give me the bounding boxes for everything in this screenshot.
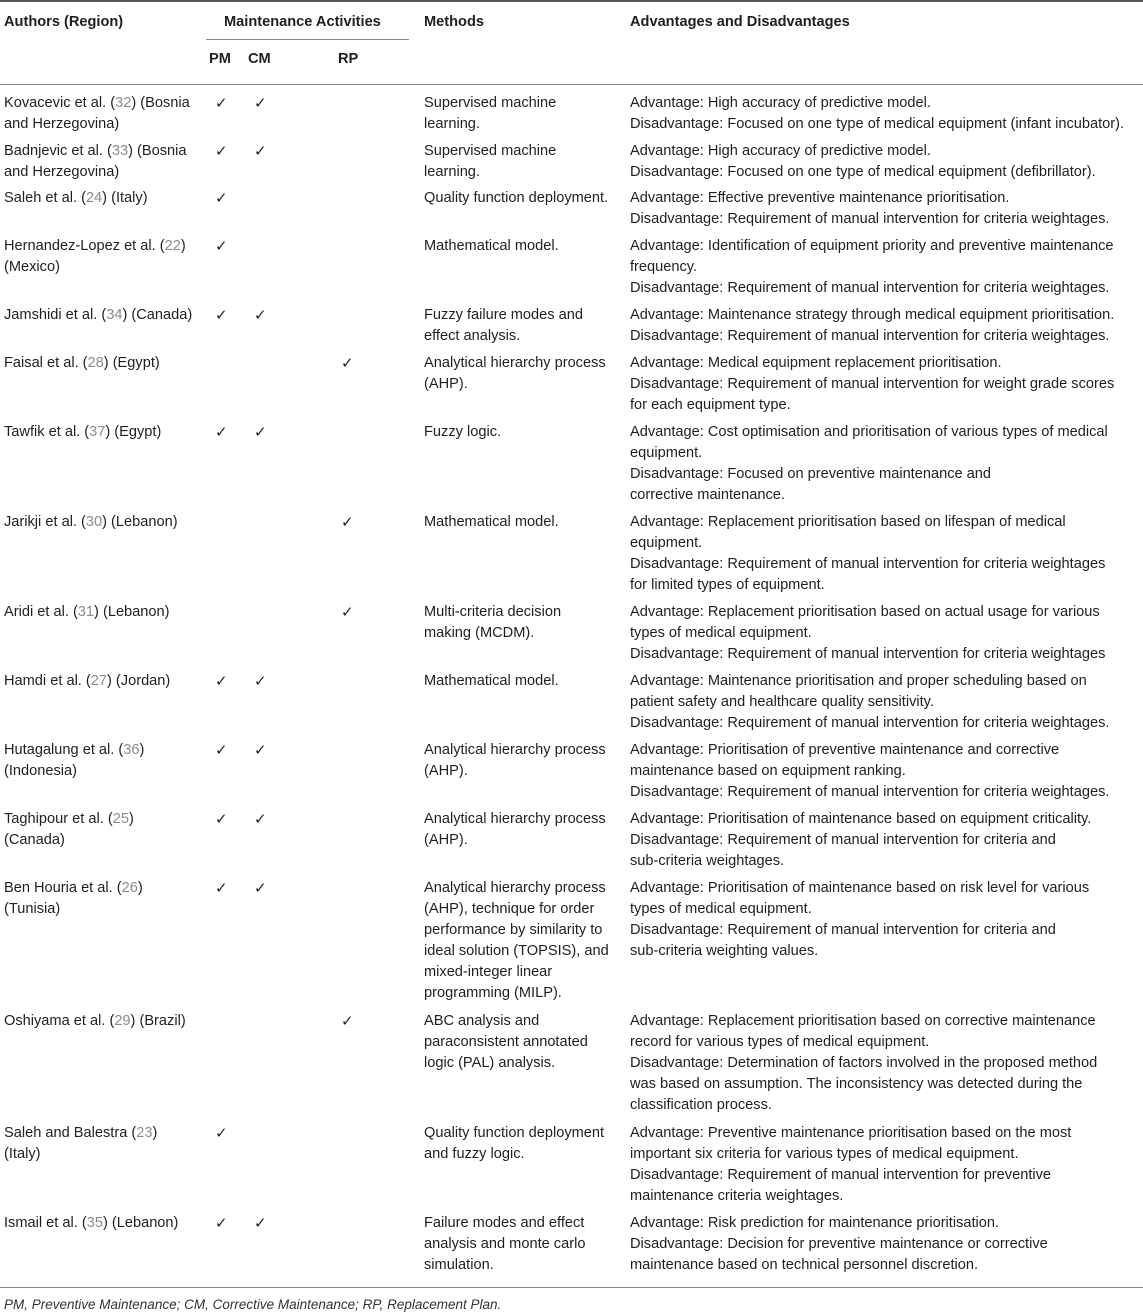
author-name: Ben Houria et al. ( [4,880,122,896]
advantages-line: maintenance criteria weightages. [630,1188,844,1204]
author-region: ) (Lebanon) [102,514,178,530]
advantages-line: patient safety and healthcare quality sensitivity. [630,694,934,710]
author-cell [4,353,204,374]
author-line [4,878,204,899]
reference-link[interactable]: 25 [112,811,129,827]
author-line [4,1213,204,1234]
pm-check-icon: ✓ [215,1214,228,1232]
methods-line: performance by similarity to [424,922,603,938]
advantages-line: Advantage: Medical equipment replacement prioritisation. [630,355,1002,371]
cm-check-icon: ✓ [254,423,267,441]
author-name: Jamshidi et al. ( [4,307,107,323]
cm-check-icon: ✓ [254,142,267,160]
methods-line: Quality function deployment. [424,190,609,206]
reference-link[interactable]: 32 [115,95,132,111]
header-pm: PM [209,51,231,67]
header-methods: Methods [424,14,484,30]
advantages-cell [630,809,1143,872]
table-bottom-rule [0,1287,1143,1288]
author-line [4,602,204,623]
methods-line: (AHP). [424,832,468,848]
pm-check-icon: ✓ [215,1124,228,1142]
methods-cell [424,141,620,183]
pm-check-icon: ✓ [215,189,228,207]
methods-line: and fuzzy logic. [424,1146,525,1162]
author-cell [4,740,204,782]
table-top-rule [0,0,1143,2]
advantages-cell [630,512,1143,596]
pm-check-icon: ✓ [215,306,228,324]
advantages-line: record for various types of medical equipment. [630,1034,930,1050]
reference-link[interactable]: 34 [106,307,123,323]
advantages-line: Advantage: Replacement prioritisation based on lifespan of medical [630,514,1066,530]
author-cell [4,1123,204,1165]
pm-check-icon: ✓ [215,879,228,897]
methods-line: Analytical hierarchy process [424,880,606,896]
methods-line: Analytical hierarchy process [424,742,606,758]
author-name: Badnjevic et al. ( [4,143,112,159]
advantages-cell [630,353,1143,416]
advantages-cell [630,236,1143,299]
reference-link[interactable]: 27 [90,673,108,689]
advantages-cell [630,305,1143,347]
author-name: Tawfik et al. ( [4,424,90,440]
author-name: Oshiyama et al. ( [4,1013,115,1029]
advantages-cell [630,93,1143,135]
author-region: ) (Jordan) [107,673,171,689]
author-region-line: (Italy) [4,1146,41,1162]
rp-check-icon: ✓ [341,354,354,372]
cm-check-icon: ✓ [254,672,267,690]
reference-link[interactable]: 35 [86,1215,103,1231]
advantages-cell [630,671,1143,734]
methods-cell [424,878,620,1004]
cm-check-icon: ✓ [254,879,267,897]
methods-line: Multi-criteria decision [424,604,562,620]
advantages-line: Advantage: Prioritisation of maintenance based on equipment criticality. [630,811,1092,827]
methods-line: making (MCDM). [424,625,535,641]
advantages-line: equipment. [630,535,703,551]
methods-cell [424,512,620,533]
author-cell [4,305,204,326]
header-subrule [206,39,409,40]
advantages-line: frequency. [630,259,698,275]
methods-line: Fuzzy logic. [424,424,502,440]
advantages-line: Disadvantage: Requirement of manual intervention for criteria weightages. [630,784,1110,800]
advantages-line: Disadvantage: Determination of factors involved in the proposed method [630,1055,1098,1071]
author-cell [4,602,204,623]
author-cell [4,809,204,851]
author-cell [4,671,204,692]
author-line [4,1123,204,1144]
advantages-line: Advantage: Identification of equipment priority and preventive maintenance [630,238,1114,254]
reference-link[interactable]: 29 [114,1013,131,1029]
author-cell [4,512,204,533]
reference-link[interactable]: 33 [111,143,129,159]
author-name: Faisal et al. ( [4,355,88,371]
author-name: Saleh et al. ( [4,190,86,206]
advantages-line: maintenance based on equipment ranking. [630,763,906,779]
reference-link[interactable]: 22 [164,238,181,254]
author-region: ) (Canada) [122,307,193,323]
advantages-line: Advantage: High accuracy of predictive model. [630,143,931,159]
methods-line: (AHP). [424,763,468,779]
advantages-line: Disadvantage: Focused on preventive maintenance and [630,466,992,482]
header-rp: RP [338,51,359,67]
methods-line: Analytical hierarchy process [424,811,606,827]
methods-cell [424,422,620,443]
pm-check-icon: ✓ [215,237,228,255]
advantages-line: Disadvantage: Requirement of manual intervention for criteria weightages [630,556,1106,572]
author-region: ) (Brazil) [130,1013,186,1029]
advantages-line: Disadvantage: Requirement of manual intervention for criteria and [630,922,1056,938]
advantages-line: for limited types of equipment. [630,577,825,593]
reference-link[interactable]: 24 [85,190,103,206]
methods-line: (AHP). [424,376,468,392]
author-region: ) [128,811,134,827]
advantages-cell [630,141,1143,183]
advantages-line: types of medical equipment. [630,901,812,917]
advantages-line: Advantage: Maintenance prioritisation and proper scheduling based on [630,673,1087,689]
advantages-cell [630,422,1143,506]
author-region: ) (Italy) [102,190,148,206]
methods-line: simulation. [424,1257,494,1273]
author-region-line: (Tunisia) [4,901,61,917]
table-footnote: PM, Preventive Maintenance; CM, Corrective Maintenance; RP, Replacement Plan. [4,1297,502,1312]
reference-link[interactable]: 31 [77,604,95,620]
methods-line: learning. [424,164,480,180]
cm-check-icon: ✓ [254,1214,267,1232]
methods-line: Supervised machine [424,143,557,159]
author-cell [4,878,204,920]
pm-check-icon: ✓ [215,672,228,690]
author-cell [4,236,204,278]
methods-line: Analytical hierarchy process [424,355,606,371]
author-name: Hernandez-Lopez et al. ( [4,238,165,254]
author-name: Hamdi et al. ( [4,673,91,689]
methods-line: Fuzzy failure modes and [424,307,583,323]
cm-check-icon: ✓ [254,306,267,324]
author-name: Aridi et al. ( [4,604,78,620]
advantages-line: Advantage: Risk prediction for maintenance prioritisation. [630,1215,1000,1231]
author-cell [4,141,204,183]
cm-check-icon: ✓ [254,741,267,759]
methods-line: mixed-integer linear [424,964,553,980]
advantages-line: sub-criteria weighting values. [630,943,819,959]
advantages-line: Disadvantage: Requirement of manual intervention for criteria weightages. [630,328,1110,344]
pm-check-icon: ✓ [215,423,228,441]
advantages-line: Disadvantage: Requirement of manual intervention for criteria weightages. [630,211,1110,227]
author-line [4,305,204,326]
author-region: ) (Bosnia [131,95,190,111]
author-line [4,93,204,114]
author-line [4,422,204,443]
advantages-line: Disadvantage: Focused on one type of medical equipment (infant incubator). [630,116,1125,132]
author-region: ) (Bosnia [128,143,187,159]
methods-line: ideal solution (TOPSIS), and [424,943,609,959]
cm-check-icon: ✓ [254,810,267,828]
rp-check-icon: ✓ [341,513,354,531]
pm-check-icon: ✓ [215,94,228,112]
advantages-line: corrective maintenance. [630,487,785,503]
author-line [4,188,204,209]
author-region: ) [139,742,145,758]
author-cell [4,93,204,135]
methods-line: paraconsistent annotated [424,1034,588,1050]
author-region-line: (Indonesia) [4,763,78,779]
advantages-line: Disadvantage: Requirement of manual intervention for weight grade scores [630,376,1115,392]
author-line [4,1011,204,1032]
header-advantages: Advantages and Disadvantages [630,14,850,30]
methods-cell [424,236,620,257]
advantages-line: Advantage: Replacement prioritisation based on corrective maintenance [630,1013,1096,1029]
methods-line: Mathematical model. [424,673,559,689]
author-name: Saleh and Balestra ( [4,1125,137,1141]
advantages-line: Disadvantage: Requirement of manual intervention for preventive [630,1167,1052,1183]
reference-link[interactable]: 30 [85,514,103,530]
author-region: ) (Lebanon) [94,604,170,620]
advantages-line: sub-criteria weightages. [630,853,785,869]
methods-line: Mathematical model. [424,514,559,530]
methods-cell [424,1011,620,1074]
methods-cell [424,671,620,692]
author-line [4,512,204,533]
advantages-line: Disadvantage: Requirement of manual intervention for criteria and [630,832,1056,848]
header-authors: Authors (Region) [4,14,124,30]
advantages-cell [630,1011,1143,1116]
advantages-line: Advantage: Preventive maintenance prioritisation based on the most [630,1125,1072,1141]
advantages-line: Disadvantage: Requirement of manual intervention for criteria weightages. [630,280,1110,296]
methods-line: Mathematical model. [424,238,559,254]
author-cell [4,188,204,209]
advantages-cell [630,740,1143,803]
methods-cell [424,1123,620,1165]
author-region-line: and Herzegovina) [4,164,120,180]
author-region-line: (Mexico) [4,259,60,275]
methods-line: Quality function deployment [424,1125,605,1141]
advantages-line: Advantage: Effective preventive maintenance prioritisation. [630,190,1010,206]
advantages-line: Advantage: Maintenance strategy through medical equipment prioritisation. [630,307,1115,323]
header-cm: CM [248,51,271,67]
cm-check-icon: ✓ [254,94,267,112]
author-region: ) [152,1125,158,1141]
advantages-line: Advantage: Prioritisation of maintenance based on risk level for various [630,880,1090,896]
methods-line: ABC analysis and [424,1013,540,1029]
advantages-line: equipment. [630,445,703,461]
pm-check-icon: ✓ [215,810,228,828]
advantages-line: classification process. [630,1097,772,1113]
author-line [4,236,204,257]
methods-cell [424,93,620,135]
pm-check-icon: ✓ [215,741,228,759]
author-name: Kovacevic et al. ( [4,95,116,111]
methods-line: analysis and monte carlo [424,1236,586,1252]
author-cell [4,1213,204,1234]
methods-cell [424,602,620,644]
methods-cell [424,305,620,347]
advantages-line: Disadvantage: Decision for preventive maintenance or corrective [630,1236,1048,1252]
author-cell [4,1011,204,1032]
methods-line: programming (MILP). [424,985,562,1001]
advantages-cell [630,188,1143,230]
advantages-line: for each equipment type. [630,397,791,413]
reference-link[interactable]: 36 [123,742,140,758]
methods-cell [424,353,620,395]
rp-check-icon: ✓ [341,1012,354,1030]
methods-line: Failure modes and effect [424,1215,585,1231]
advantages-line: Disadvantage: Requirement of manual intervention for criteria weightages. [630,715,1110,731]
author-region: ) [180,238,186,254]
author-line [4,809,204,830]
author-line [4,353,204,374]
header-maintenance-activities: Maintenance Activities [224,14,381,30]
methods-cell [424,188,620,209]
methods-line: Supervised machine [424,95,557,111]
methods-line: logic (PAL) analysis. [424,1055,556,1071]
advantages-line: important six criteria for various types of medical equipment. [630,1146,1019,1162]
header-bottom-rule [0,84,1143,85]
author-region: ) [137,880,143,896]
reference-link[interactable]: 28 [87,355,104,371]
advantages-line: Advantage: Cost optimisation and prioritisation of various types of medical [630,424,1108,440]
pm-check-icon: ✓ [215,142,228,160]
author-line [4,141,204,162]
advantages-line: maintenance based on technical personnel discretion. [630,1257,979,1273]
methods-cell [424,740,620,782]
advantages-line: was based on assumption. The inconsistency was detected during the [630,1076,1083,1092]
methods-line: (AHP), technique for order [424,901,595,917]
advantages-line: types of medical equipment. [630,625,812,641]
advantages-line: Advantage: High accuracy of predictive model. [630,95,931,111]
author-region: ) (Lebanon) [102,1215,179,1231]
methods-line: learning. [424,116,480,132]
advantages-cell [630,1123,1143,1207]
methods-cell [424,1213,620,1276]
reference-link[interactable]: 23 [136,1125,153,1141]
advantages-line: Advantage: Prioritisation of preventive maintenance and corrective [630,742,1060,758]
methods-line: effect analysis. [424,328,521,344]
advantages-line: Disadvantage: Focused on one type of medical equipment (defibrillator). [630,164,1096,180]
author-cell [4,422,204,443]
author-line [4,671,204,692]
advantages-cell [630,1213,1143,1276]
advantages-cell [630,602,1143,665]
author-region-line: and Herzegovina) [4,116,120,132]
author-name: Jarikji et al. ( [4,514,86,530]
methods-cell [424,809,620,851]
author-name: Ismail et al. ( [4,1215,87,1231]
advantages-line: Advantage: Replacement prioritisation based on actual usage for various [630,604,1100,620]
author-line [4,740,204,761]
author-region: ) (Egypt) [105,424,162,440]
advantages-cell [630,878,1143,962]
reference-link[interactable]: 26 [121,880,138,896]
author-name: Hutagalung et al. ( [4,742,124,758]
author-region: ) (Egypt) [103,355,160,371]
author-name: Taghipour et al. ( [4,811,113,827]
rp-check-icon: ✓ [341,603,354,621]
author-region-line: (Canada) [4,832,65,848]
advantages-line: Disadvantage: Requirement of manual intervention for criteria weightages [630,646,1106,662]
reference-link[interactable]: 37 [89,424,106,440]
